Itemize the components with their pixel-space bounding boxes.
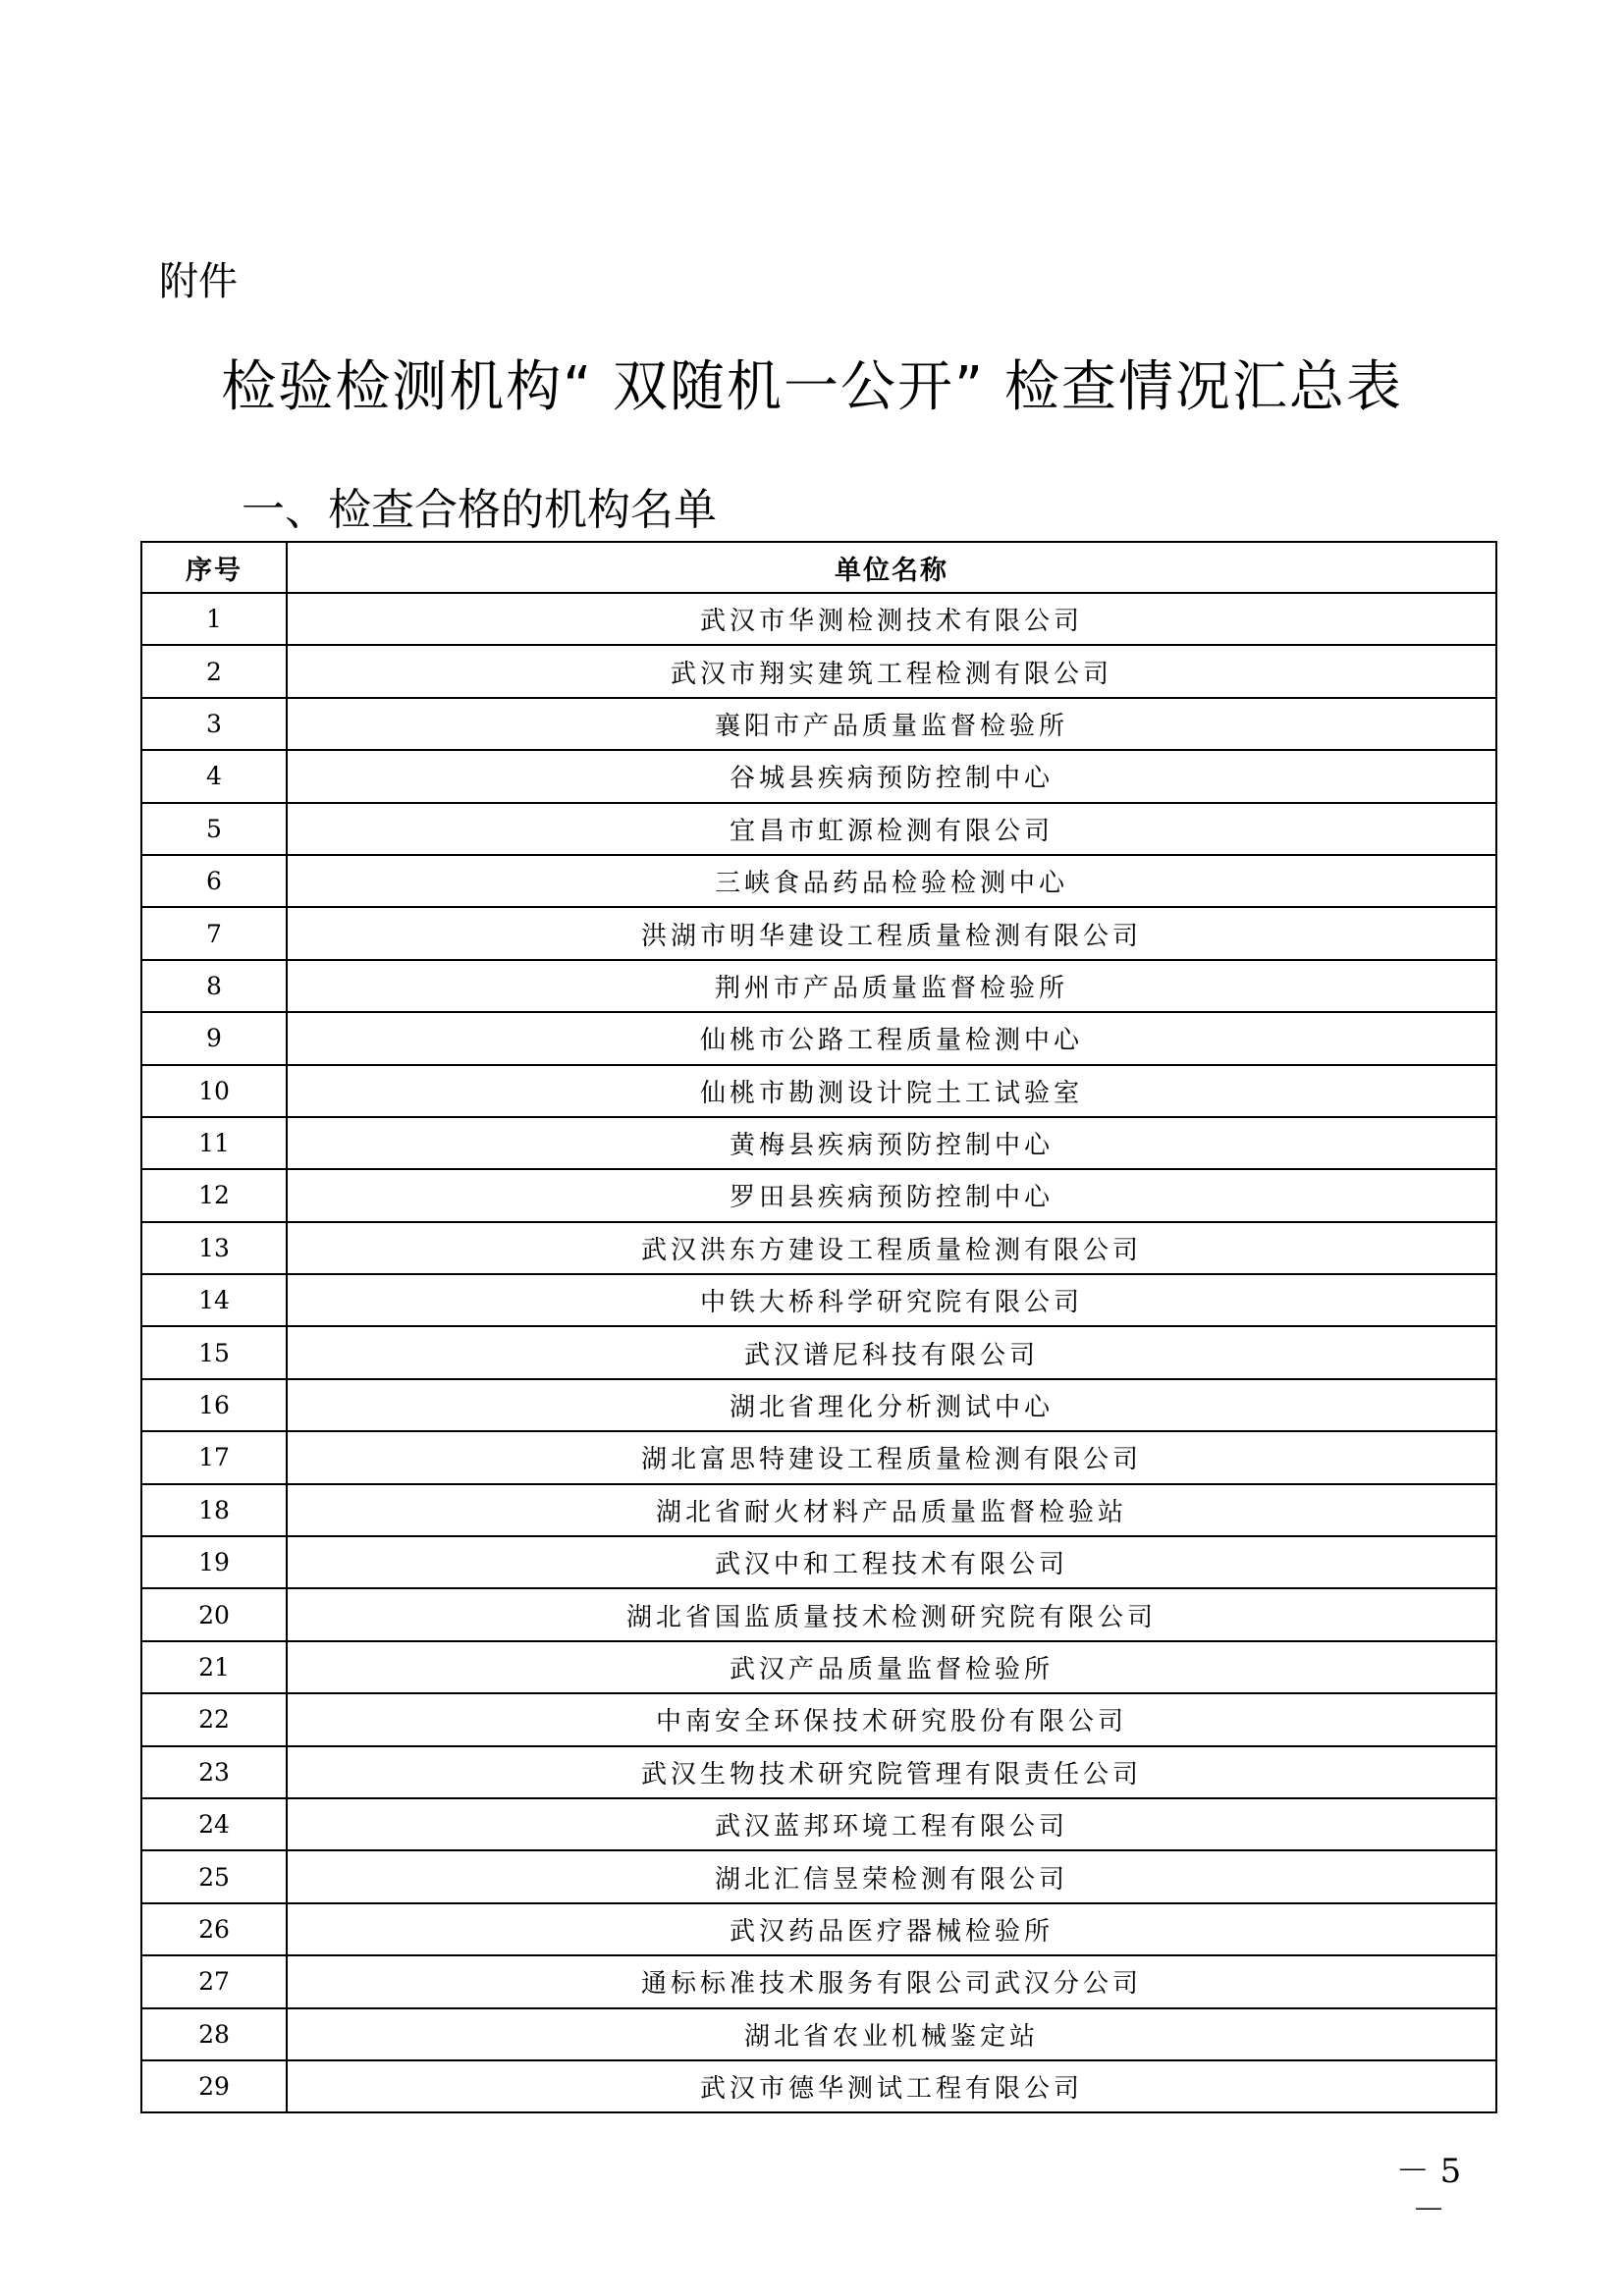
row-number: 7 [141, 907, 287, 959]
institution-name: 宜昌市虹源检测有限公司 [287, 803, 1496, 855]
table-row [141, 645, 1496, 697]
row-number: 20 [141, 1588, 287, 1640]
row-number: 11 [141, 1117, 287, 1169]
table-row [141, 1065, 1496, 1117]
institution-name: 武汉市华测检测技术有限公司 [287, 593, 1496, 645]
row-number: 23 [141, 1746, 287, 1798]
row-number: 9 [141, 1012, 287, 1064]
institution-name: 湖北汇信昱荣检测有限公司 [287, 1850, 1496, 1902]
institution-name: 武汉市翔实建筑工程检测有限公司 [287, 645, 1496, 697]
page-number: － 5 － [1395, 2152, 1462, 2230]
row-number: 22 [141, 1693, 287, 1745]
row-number: 1 [141, 593, 287, 645]
table-row [141, 803, 1496, 855]
institution-name: 黄梅县疾病预防控制中心 [287, 1117, 1496, 1169]
row-number: 29 [141, 2060, 287, 2112]
table-row [141, 1222, 1496, 1274]
row-number: 26 [141, 1903, 287, 1955]
table-row [141, 1903, 1496, 1955]
column-header-name: 单位名称 [287, 542, 1496, 593]
table-row [141, 2060, 1496, 2112]
row-number: 15 [141, 1326, 287, 1378]
table-row [141, 1484, 1496, 1536]
institution-name: 武汉中和工程技术有限公司 [287, 1536, 1496, 1588]
table-row [141, 2008, 1496, 2060]
table-row [141, 698, 1496, 750]
institution-name: 湖北省耐火材料产品质量监督检验站 [287, 1484, 1496, 1536]
row-number: 19 [141, 1536, 287, 1588]
row-number: 10 [141, 1065, 287, 1117]
row-number: 17 [141, 1431, 287, 1483]
institution-table [140, 541, 1497, 2113]
institution-name: 湖北富思特建设工程质量检测有限公司 [287, 1431, 1496, 1483]
institution-name: 仙桃市勘测设计院土工试验室 [287, 1065, 1496, 1117]
row-number: 3 [141, 698, 287, 750]
row-number: 5 [141, 803, 287, 855]
table-row [141, 1274, 1496, 1326]
institution-name: 武汉药品医疗器械检验所 [287, 1903, 1496, 1955]
row-number: 8 [141, 960, 287, 1012]
institution-name: 武汉蓝邦环境工程有限公司 [287, 1798, 1496, 1850]
institution-name: 仙桃市公路工程质量检测中心 [287, 1012, 1496, 1064]
section-heading: 一、检查合格的机构名单 [242, 485, 717, 535]
row-number: 13 [141, 1222, 287, 1274]
institution-name: 谷城县疾病预防控制中心 [287, 750, 1496, 802]
table-row [141, 1955, 1496, 2007]
institution-name: 武汉谱尼科技有限公司 [287, 1326, 1496, 1378]
table-row [141, 1117, 1496, 1169]
institution-name: 湖北省国监质量技术检测研究院有限公司 [287, 1588, 1496, 1640]
institution-name: 荆州市产品质量监督检验所 [287, 960, 1496, 1012]
institution-name: 湖北省农业机械鉴定站 [287, 2008, 1496, 2060]
table-row [141, 1588, 1496, 1640]
institution-name: 中铁大桥科学研究院有限公司 [287, 1274, 1496, 1326]
row-number: 14 [141, 1274, 287, 1326]
table-row [141, 1850, 1496, 1902]
attachment-label: 附件 [159, 259, 238, 304]
institution-name: 襄阳市产品质量监督检验所 [287, 698, 1496, 750]
table-row [141, 1012, 1496, 1064]
institution-name: 三峡食品药品检验检测中心 [287, 855, 1496, 907]
table-body [141, 593, 1496, 2112]
row-number: 12 [141, 1169, 287, 1221]
table-row [141, 1641, 1496, 1693]
institution-name: 武汉洪东方建设工程质量检测有限公司 [287, 1222, 1496, 1274]
document-title: 检验检测机构“ 双随机一公开” 检查情况汇总表 [221, 355, 1403, 419]
institution-name: 湖北省理化分析测试中心 [287, 1379, 1496, 1431]
column-header-number: 序号 [141, 542, 287, 593]
table-row [141, 1798, 1496, 1850]
row-number: 2 [141, 645, 287, 697]
institution-name: 罗田县疾病预防控制中心 [287, 1169, 1496, 1221]
table-row [141, 1746, 1496, 1798]
table-row [141, 907, 1496, 959]
table-row [141, 1693, 1496, 1745]
row-number: 24 [141, 1798, 287, 1850]
row-number: 25 [141, 1850, 287, 1902]
institution-name: 武汉产品质量监督检验所 [287, 1641, 1496, 1693]
institution-name: 洪湖市明华建设工程质量检测有限公司 [287, 907, 1496, 959]
row-number: 16 [141, 1379, 287, 1431]
row-number: 4 [141, 750, 287, 802]
row-number: 28 [141, 2008, 287, 2060]
table-row [141, 1431, 1496, 1483]
institution-name: 武汉生物技术研究院管理有限责任公司 [287, 1746, 1496, 1798]
table-row [141, 1169, 1496, 1221]
table-row [141, 593, 1496, 645]
table-row [141, 1379, 1496, 1431]
table-row [141, 855, 1496, 907]
row-number: 6 [141, 855, 287, 907]
row-number: 21 [141, 1641, 287, 1693]
table-header-row [141, 542, 1496, 593]
table-row [141, 960, 1496, 1012]
row-number: 27 [141, 1955, 287, 2007]
institution-name: 武汉市德华测试工程有限公司 [287, 2060, 1496, 2112]
institution-name: 中南安全环保技术研究股份有限公司 [287, 1693, 1496, 1745]
table-row [141, 1326, 1496, 1378]
table-row [141, 1536, 1496, 1588]
institution-name: 通标标准技术服务有限公司武汉分公司 [287, 1955, 1496, 2007]
table-row [141, 750, 1496, 802]
row-number: 18 [141, 1484, 287, 1536]
